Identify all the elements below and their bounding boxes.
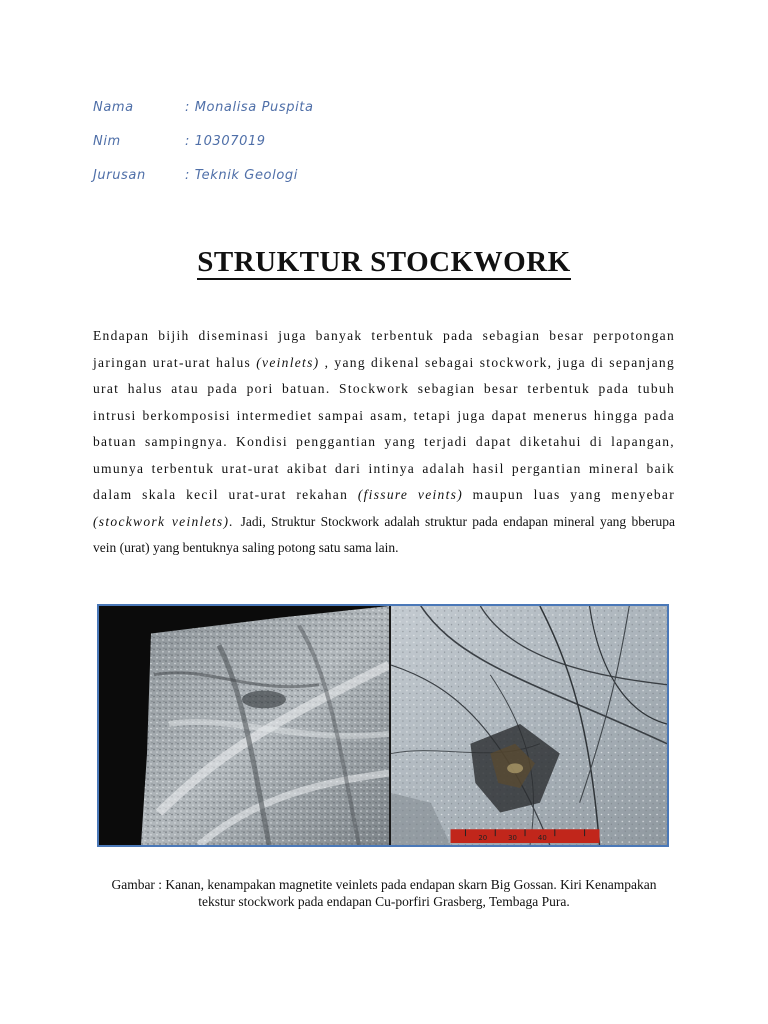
meta-value: : Monalisa Puspita [185, 99, 314, 115]
term-stockwork-veinlets: (stockwork veinlets). [93, 513, 234, 529]
paragraph-conclusion: Jadi, Struktur Stockwork adalah struktur pada endapan mineral yang bberupa vein (urat) yang bentuknya saling potong satu sama lain. [93, 513, 675, 555]
meta-label: Nama [93, 99, 134, 115]
meta-value: : Teknik Geologi [185, 167, 298, 183]
meta-value: : 10307019 [185, 133, 266, 149]
document-title [0, 246, 768, 279]
title-text: STRUKTUR STOCKWORK [197, 246, 571, 278]
meta-row-nim [93, 124, 314, 158]
paragraph-text: Endapan bijih diseminasi juga banyak terbentuk pada sebagian besar perpotongan jaringan urat-urat halus [93, 328, 675, 370]
paragraph-text: , yang dikenal sebagai stockwork, juga di sepanjang urat halus atau pada pori batuan. Stockwork sebagian besar terbentuk pada tubuh intrusi berkomposisi intermediet sampai asam, tetapi juga dapat menerus hingga pada batuan sampingnya. Kondisi penggantian yang terjadi dapat diketahui di lapangan, umunya terbentuk urat-urat akibat dari intinya adalah hasil pergantian mineral baik dalam skala kecil urat-urat rekahan [93, 354, 675, 502]
meta-label: Nim [93, 133, 121, 149]
student-info [93, 90, 314, 192]
meta-row-name [93, 90, 314, 124]
scale-mark: 20 [478, 834, 488, 843]
body-paragraph [93, 323, 675, 562]
photo-magnetite-veinlets [389, 606, 667, 845]
scale-mark: 40 [537, 834, 547, 843]
paragraph-text: maupun luas yang menyebar [463, 487, 675, 502]
stockwork-rock-image [99, 606, 389, 845]
meta-label: Jurusan [93, 167, 146, 183]
term-fissure-veints: (fissure veints) [357, 487, 463, 502]
rock-photo-figure [97, 604, 669, 847]
meta-row-jurusan [93, 158, 314, 192]
term-veinlets: (veinlets) [256, 354, 320, 370]
photo-stockwork-texture [99, 606, 389, 845]
magnetite-rock-image [391, 606, 667, 845]
scale-mark: 30 [508, 834, 517, 843]
figure-caption: Gambar : Kanan, kenampakan magnetite veinlets pada endapan skarn Big Gossan. Kiri Kenampakan tekstur stockwork pada endapan Cu-porfiri Grasberg, Tembaga Pura. [111, 877, 657, 909]
